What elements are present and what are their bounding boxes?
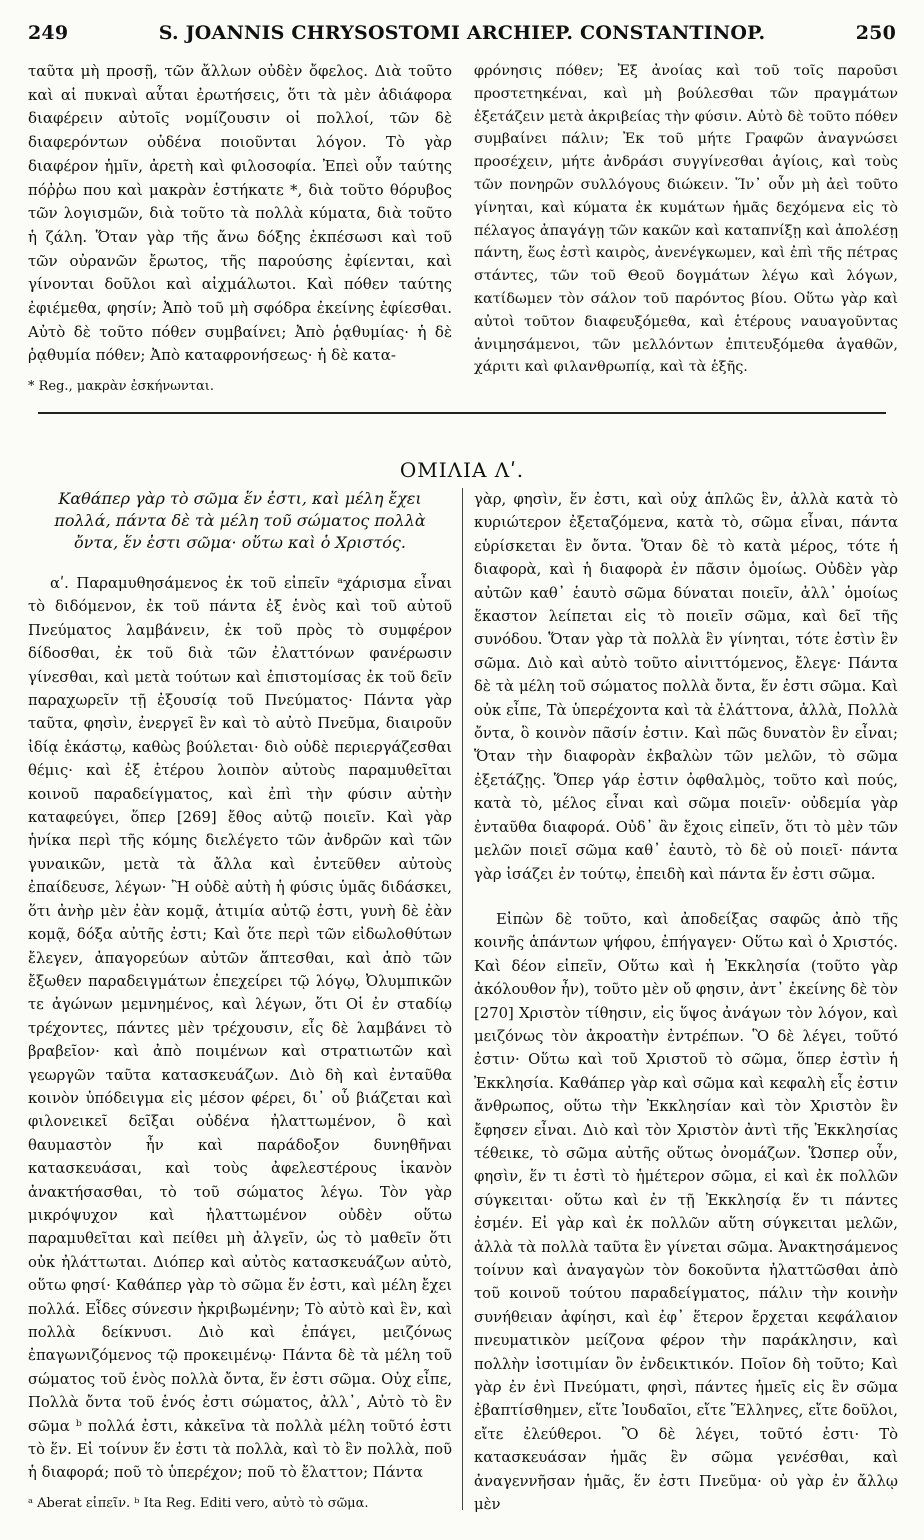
top-left-paragraph: ταῦτα μὴ προσῇ, τῶν ἄλλων οὐδὲν ὄφελος. Διὰ τοῦτο καὶ αἱ πυκναὶ αὗται ἐρωτήσεις, ὅτι τὰ μὲν ἀδιάφορα διαφέρειν αὐτοῖς νομίζουσιν οἱ πολλοί, τῶν δὲ διαφερόντων οὐδένα ποιοῦνται λόγον. Τὸ γὰρ διαφέρον ἡμῖν, ἀρετὴ καὶ φιλοσοφία. Ἐπεὶ οὖν ταύτης πόῤῥω που καὶ μακρὰν ἑστήκατε *, διὰ τοῦτο θόρυβος τῶν λογισμῶν, διὰ τοῦτο τὰ πολλὰ κύματα, διὰ τοῦτο ἡ ζάλη. Ὅταν γὰρ τῆς ἄνω δόξης ἐκπέσωσι καὶ τοῦ τῶν οὐρανῶν ἔρωτος, τῆς παρούσης ἐφίενται, καὶ γίνονται δοῦλοι καὶ αἰχμάλωτοι. Καὶ πόθεν ταύτης ἐφιέμεθα, φησίν; Ἀπὸ τοῦ μὴ σφόδρα ἐκείνης ἐφίεσθαι. Αὐτὸ δὲ τοῦτο πόθεν συμβαίνει; Ἀπὸ ῥᾳθυμίας· ἡ δὲ ῥᾳθυμία πόθεν; Ἀπὸ καταφρονήσεως· ἡ δὲ κατα- <box>28 62 452 365</box>
top-left-footnote: * Reg., μακρὰν ἐσκήνωνται. <box>28 379 215 395</box>
commentary-paragraph-1: αʹ. Παραμυθησάμενος ἐκ τοῦ εἰπεῖν ᵃχάρισμα εἶναι τὸ διδόμενον, ἐκ τοῦ πάντα ἐξ ἑνὸς καὶ τοῦ αὐτοῦ Πνεύματος λαμβάνειν, ἐκ τοῦ πρὸς τὸ συμφέρον δίδοσθαι, ἐκ τοῦ διὰ τῶν ἐλαττόνων φανέρωσιν γίνεσθαι, καὶ μετὰ τούτων καὶ ἐπιστομίσας ἐκ τοῦ δεῖν παραχωρεῖν τῇ ἐξουσίᾳ τοῦ Πνεύματος· Πάντα γὰρ ταῦτα, φησὶν, ἐνεργεῖ ἓν καὶ τὸ αὐτὸ Πνεῦμα, διαιροῦν ἰδίᾳ ἑκάστῳ, καθὼς βούλεται· διὸ οὐδὲ περιεργάζεσθαι θέμις· καὶ ἐξ ἑτέρου λοιπὸν αὐτοὺς παραμυθεῖται κοινοῦ παραδείγματος, καὶ ἐπὶ τὴν φύσιν αὐτὴν καταφεύγει, ὅπερ [269] ἔθος αὐτῷ ποιεῖν. Καὶ γὰρ ἡνίκα περὶ τῆς κόμης διελέγετο τῶν ἀνδρῶν καὶ τῶν γυναικῶν, μετὰ τὰ ἄλλα καὶ ἐντεῦθεν αὐτοὺς ἐπαίδευσε, λέγων· Ἢ οὐδὲ αὐτὴ ἡ φύσις ὑμᾶς διδάσκει, ὅτι ἀνὴρ μὲν ἐὰν κομᾷ, ἀτιμία αὐτῷ ἐστι, γυνὴ δὲ ἐὰν κομᾷ, δόξα αὐτῆς ἐστι; Καὶ ὅτε περὶ τῶν εἰδωλοθύτων ἔλεγεν, ἀπαγορεύων αὐτῶν ἅπτεσθαι, καὶ ἀπὸ τῶν ἔξωθεν παραδειγμάτων ἐπεχείρει τῷ λόγῳ, Ὀλυμπικῶν τε ἀγώνων μεμνημένος, καὶ λέγων, ὅτι Οἱ ἐν σταδίῳ τρέχοντες, πάντες μὲν τρέχουσιν, εἷς δὲ λαμβάνει τὸ βραβεῖον· καὶ ἀπὸ ποιμένων καὶ στρατιωτῶν καὶ γεωργῶν ταῦτα κατασκευάζων. Διὸ δὴ καὶ ἐνταῦθα κοινὸν ὑπόδειγμα εἰς μέσον φέρει, δι᾽ οὗ βιάζεται καὶ φιλονεικεῖ δεῖξαι οὐδένα ἠλαττωμένον, ὃ καὶ θαυμαστὸν ἦν καὶ παράδοξον δυνηθῆναι κατασκευάσαι, καὶ τοὺς ἀφελεστέρους ἱκανὸν ἀνακτήσασθαι, τὸ τοῦ σώματος λέγω. Τὸν γὰρ μικρόψυχον καὶ ἠλαττωμένον οὐδὲν οὕτω παραμυθεῖται καὶ πείθει μὴ ἀλγεῖν, ὡς τὸ μαθεῖν ὅτι οὐκ ἠλάττωται. Διόπερ καὶ αὐτὸς κατασκευάζων αὐτὸ, οὕτω φησί· Καθάπερ γὰρ τὸ σῶμα ἕν ἐστι, καὶ μέλη ἔχει πολλά. Εἶδες σύνεσιν ἠκριβωμένην; Τὸ αὐτὸ καὶ ἓν, καὶ πολλὰ δείκνυσι. Διὸ καὶ ἐπάγει, μειζόνως ἐπαγωνιζόμενος τῷ προκειμένῳ· Πάντα δὲ τὰ μέλη τοῦ σώματος τοῦ ἑνὸς πολλὰ ὄντα, ἕν ἐστι σῶμα. Οὐχ εἶπε, Πολλὰ ὄντα τοῦ ἑνός ἐστι σώματος, ἀλλ᾽, Αὐτὸ τὸ ἓν σῶμα ᵇ πολλά ἐστι, κἀκεῖνα τὰ πολλὰ μέλη τοῦτό ἐστι τὸ ἕν. Εἰ τοίνυν ἕν ἐστι τὰ πολλὰ, καὶ τὸ ἓν πολλὰ, ποῦ ἡ διαφορά; ποῦ τὸ ὑπερέχον; ποῦ τὸ ἔλαττον; Πάντα <box>28 575 452 1482</box>
top-right-paragraph: φρόνησις πόθεν; Ἐξ ἀνοίας καὶ τοῦ τοῖς παροῦσι προστετηκέναι, καὶ μὴ βούλεσθαι τῶν πραγμάτων ἐξετάζειν μετὰ ἀκριβείας τὴν φύσιν. Αὐτὸ δὲ τοῦτο πόθεν συμβαίνει πάλιν; Ἐκ τοῦ μήτε Γραφῶν ἀναγνώσει προσέχειν, μήτε ἀνδράσι συγγίνεσθαι ἁγίοις, καὶ τοὺς τῶν πονηρῶν συλλόγους διώκειν. Ἵν᾽ οὖν μὴ ἀεὶ τοῦτο γίνηται, καὶ κύματα ἐκ κυμάτων ἡμᾶς δεχόμενα εἰς τὸ πέλαγος ἀπαγάγῃ τῶν κακῶν καὶ καταπνίξῃ καὶ ἀπολέσῃ πάντη, ἕως ἐστὶ καιρὸς, ἀνενέγκωμεν, καὶ ἐπὶ τῆς πέτρας στάντες, τῶν τοῦ Θεοῦ δογμάτων λέγω καὶ λόγων, κατίδωμεν τὸν σάλον τοῦ παρόντος βίου. Οὕτω γὰρ καὶ αὐτοὶ τοῦτον διαφευξόμεθα, καὶ ἑτέρους ναυαγοῦντας ἀνιμησάμενοι, τῶν μελλόντων ἐπιτευξόμεθα ἀγαθῶν, χάριτι καὶ φιλανθρωπίᾳ, καὶ τὰ ἑξῆς. <box>474 63 898 376</box>
bottom-left-footnotes: ᵃ Aberat εἰπεῖν. ᵇ Ita Reg. Editi vero, αὐτὸ τὸ σῶμα. <box>28 1495 369 1511</box>
left-page-number: 249 <box>28 22 69 44</box>
commentary-paragraph-2: γὰρ, φησὶν, ἕν ἐστι, καὶ οὐχ ἁπλῶς ἓν, ἀλλὰ κατὰ τὸ κυριώτερον ἐξεταζόμενα, κατὰ τὸ, σῶμα εἶναι, πάντα εὑρίσκεται ἓν ὄντα. Ὅταν δὲ τὸ κατὰ μέρος, τότε ἡ διαφορὰ, καὶ ἡ διαφορὰ ἐν πᾶσιν ὁμοίως. Οὐδὲν γὰρ αὐτῶν καθ᾽ ἑαυτὸ σῶμα δύναται ποιεῖν, ἀλλ᾽ ὁμοίως ἕκαστον λείπεται εἰς τὸ ποιεῖν σῶμα, καὶ δεῖ τῆς συνόδου. Ὅταν γὰρ τὰ πολλὰ ἓν γίνηται, τότε ἐστὶν ἓν σῶμα. Διὸ καὶ αὐτὸ τοῦτο αἰνιττόμενος, ἔλεγε· Πάντα δὲ τὰ μέλη τοῦ σώματος πολλὰ ὄντα, ἕν ἐστι σῶμα. Καὶ οὐκ εἶπε, Τὰ ὑπερέχοντα καὶ τὰ ἐλάττονα, ἀλλὰ, Πολλὰ ὄντα, ὃ κοινὸν πᾶσίν ἐστιν. Καὶ πῶς δυνατὸν ἓν εἶναι; Ὅταν τὴν διαφορὰν ἐκβαλὼν τῶν μελῶν, τὸ σῶμα ἐξετάζῃς. Ὅπερ γάρ ἐστιν ὀφθαλμὸς, τοῦτο καὶ πούς, κατὰ τὸ, μέλος εἶναι καὶ σῶμα ποιεῖν· οὐδεμία γὰρ ἐνταῦθα διαφορά. Οὐδ᾽ ἂν ἔχοις εἰπεῖν, ὅτι τὸ μὲν τῶν μελῶν ποιεῖ σῶμα καθ᾽ ἑαυτὸ, τὸ δὲ οὐ ποιεῖ· πάντα γὰρ ἰσάζει ἐν τούτῳ, ἐπειδὴ καὶ πάντα ἕν ἐστι σῶμα. <box>474 491 898 883</box>
scripture-verse: Καθάπερ γὰρ τὸ σῶμα ἕν ἐστι, καὶ μέλη ἔχει πολλά, πάντα δὲ τὰ μέλη τοῦ σώματος πολλὰ ὄντα, ἕν ἐστι σῶμα· οὕτω καὶ ὁ Χριστός. <box>54 489 426 552</box>
running-header <box>28 22 896 50</box>
right-page-number: 250 <box>855 22 896 44</box>
column-divider <box>462 488 463 1510</box>
homily-title: ΟΜΙΛΙΑ Λʹ. <box>399 458 525 482</box>
top-right-column <box>474 60 898 379</box>
top-left-column <box>28 60 452 396</box>
running-title: S. JOANNIS CHRYSOSTOMI ARCHIEP. CONSTANTINOP. <box>158 22 766 44</box>
bottom-left-column <box>28 488 452 1513</box>
bottom-right-column <box>474 488 898 1516</box>
section-divider-rule <box>38 412 886 414</box>
commentary-paragraph-3: Εἰπὼν δὲ τοῦτο, καὶ ἀποδείξας σαφῶς ἀπὸ τῆς κοινῆς ἁπάντων ψήφου, ἐπήγαγεν· Οὕτω καὶ ὁ Χριστός. Καὶ δέον εἰπεῖν, Οὕτω καὶ ἡ Ἐκκλησία (τοῦτο γὰρ ἀκόλουθον ἦν), τοῦτο μὲν οὔ φησιν, ἀντ᾽ ἐκείνης δὲ τὸν [270] Χριστὸν τίθησιν, εἰς ὕψος ἀνάγων τὸν λόγον, καὶ μειζόνως τὸν ἀκροατὴν ἐντρέπων. Ὃ δὲ λέγει, τοῦτό ἐστιν· Οὕτω καὶ τοῦ Χριστοῦ τὸ σῶμα, ὅπερ ἐστὶν ἡ Ἐκκλησία. Καθάπερ γὰρ καὶ σῶμα καὶ κεφαλὴ εἷς ἐστιν ἄνθρωπος, οὕτω τὴν Ἐκκλησίαν καὶ τὸν Χριστὸν ἓν ἔφησεν εἶναι. Διὸ καὶ τὸν Χριστὸν ἀντὶ τῆς Ἐκκλησίας τέθεικε, τὸ σῶμα αὐτῆς οὕτως ὀνομάζων. Ὥσπερ οὖν, φησὶν, ἕν τι ἐστὶ τὸ ἡμέτερον σῶμα, εἰ καὶ ἐκ πολλῶν σύγκειται· οὕτω καὶ ἐν τῇ Ἐκκλησίᾳ ἕν τι πάντες ἐσμέν. Εἰ γὰρ καὶ ἐκ πολλῶν αὕτη σύγκειται μελῶν, ἀλλὰ τὰ πολλὰ ταῦτα ἓν γίνεται σῶμα. Ἀνακτησάμενος τοίνυν καὶ ἀναγαγὼν τὸν δοκοῦντα ἠλαττῶσθαι ἀπὸ τοῦ κοινοῦ τούτου παραδείγματος, πάλιν τὴν κοινὴν συνήθειαν ἀφίησι, καὶ ἐφ᾽ ἕτερον ἔρχεται κεφάλαιον πνευματικὸν μείζονα φέρον τὴν παράκλησιν, καὶ πολλὴν ἰσοτιμίαν ὂν ἐνδεικτικόν. Ποῖον δὴ τοῦτο; Καὶ γὰρ ἐν ἑνὶ Πνεύματι, φησὶ, πάντες ἡμεῖς εἰς ἓν σῶμα ἐβαπτίσθημεν, εἴτε Ἰουδαῖοι, εἴτε Ἕλληνες, εἴτε δοῦλοι, εἴτε ἐλεύθεροι. Ὃ δὲ λέγει, τοῦτό ἐστι· Τὸ κατασκευάσαν ἡμᾶς ἓν σῶμα γενέσθαι, καὶ ἀναγεννῆσαν ἡμᾶς, ἕν ἐστι Πνεῦμα· οὐ γὰρ ἐν ἄλλῳ μὲν <box>474 910 898 1514</box>
